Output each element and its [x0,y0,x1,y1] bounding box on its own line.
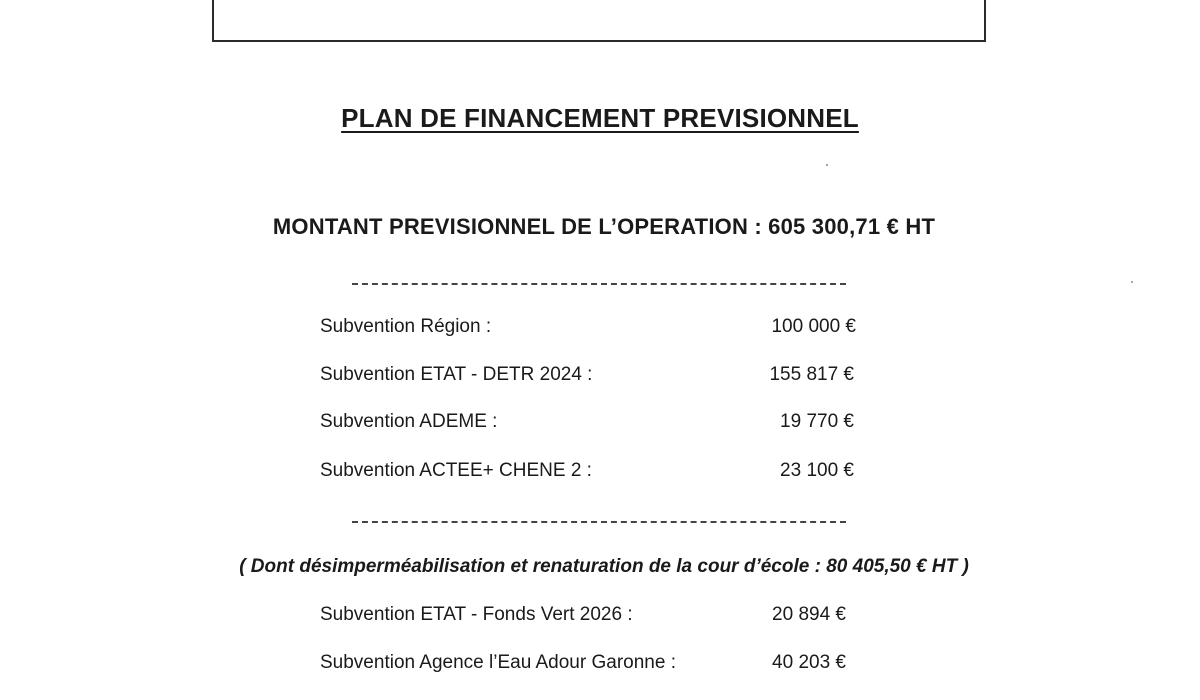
header-frame [212,0,986,42]
subsidy-amount: 100 000 € [771,316,856,337]
subsidy-row-agence-eau [320,652,860,680]
renaturation-note: ( Dont désimperméabilisation et renaturation de la cour d’école : 80 405,50 € HT ) [239,556,969,577]
subsidy-amount: 23 100 € [780,460,854,481]
document-title: PLAN DE FINANCEMENT PREVISIONNEL [341,103,859,133]
subsidy-row-fonds-vert [320,604,860,632]
subsidy-row-actee [320,460,860,488]
subsidy-row-ademe [320,411,860,439]
subsidy-amount: 40 203 € [772,652,846,673]
subsidy-row-region [320,316,860,344]
separator-bottom [352,521,846,523]
subsidy-amount: 19 770 € [780,411,854,432]
subsidy-label: Subvention Agence l’Eau Adour Garonne : [320,652,676,673]
scan-speck [1131,281,1133,283]
subsidy-row-detr [320,364,860,392]
operation-amount-heading: MONTANT PREVISIONNEL DE L’OPERATION : 605 300,71 € HT [272,214,936,239]
subsidy-label: Subvention ACTEE+ CHENE 2 : [320,460,592,481]
scan-speck [826,164,828,166]
subsidy-label: Subvention ETAT - Fonds Vert 2026 : [320,604,633,625]
separator-top [352,283,846,285]
subsidy-label: Subvention ETAT - DETR 2024 : [320,364,593,385]
subsidy-amount: 155 817 € [769,364,854,385]
subsidy-label: Subvention ADEME : [320,411,498,432]
subsidy-amount: 20 894 € [772,604,846,625]
subsidy-label: Subvention Région : [320,316,492,337]
